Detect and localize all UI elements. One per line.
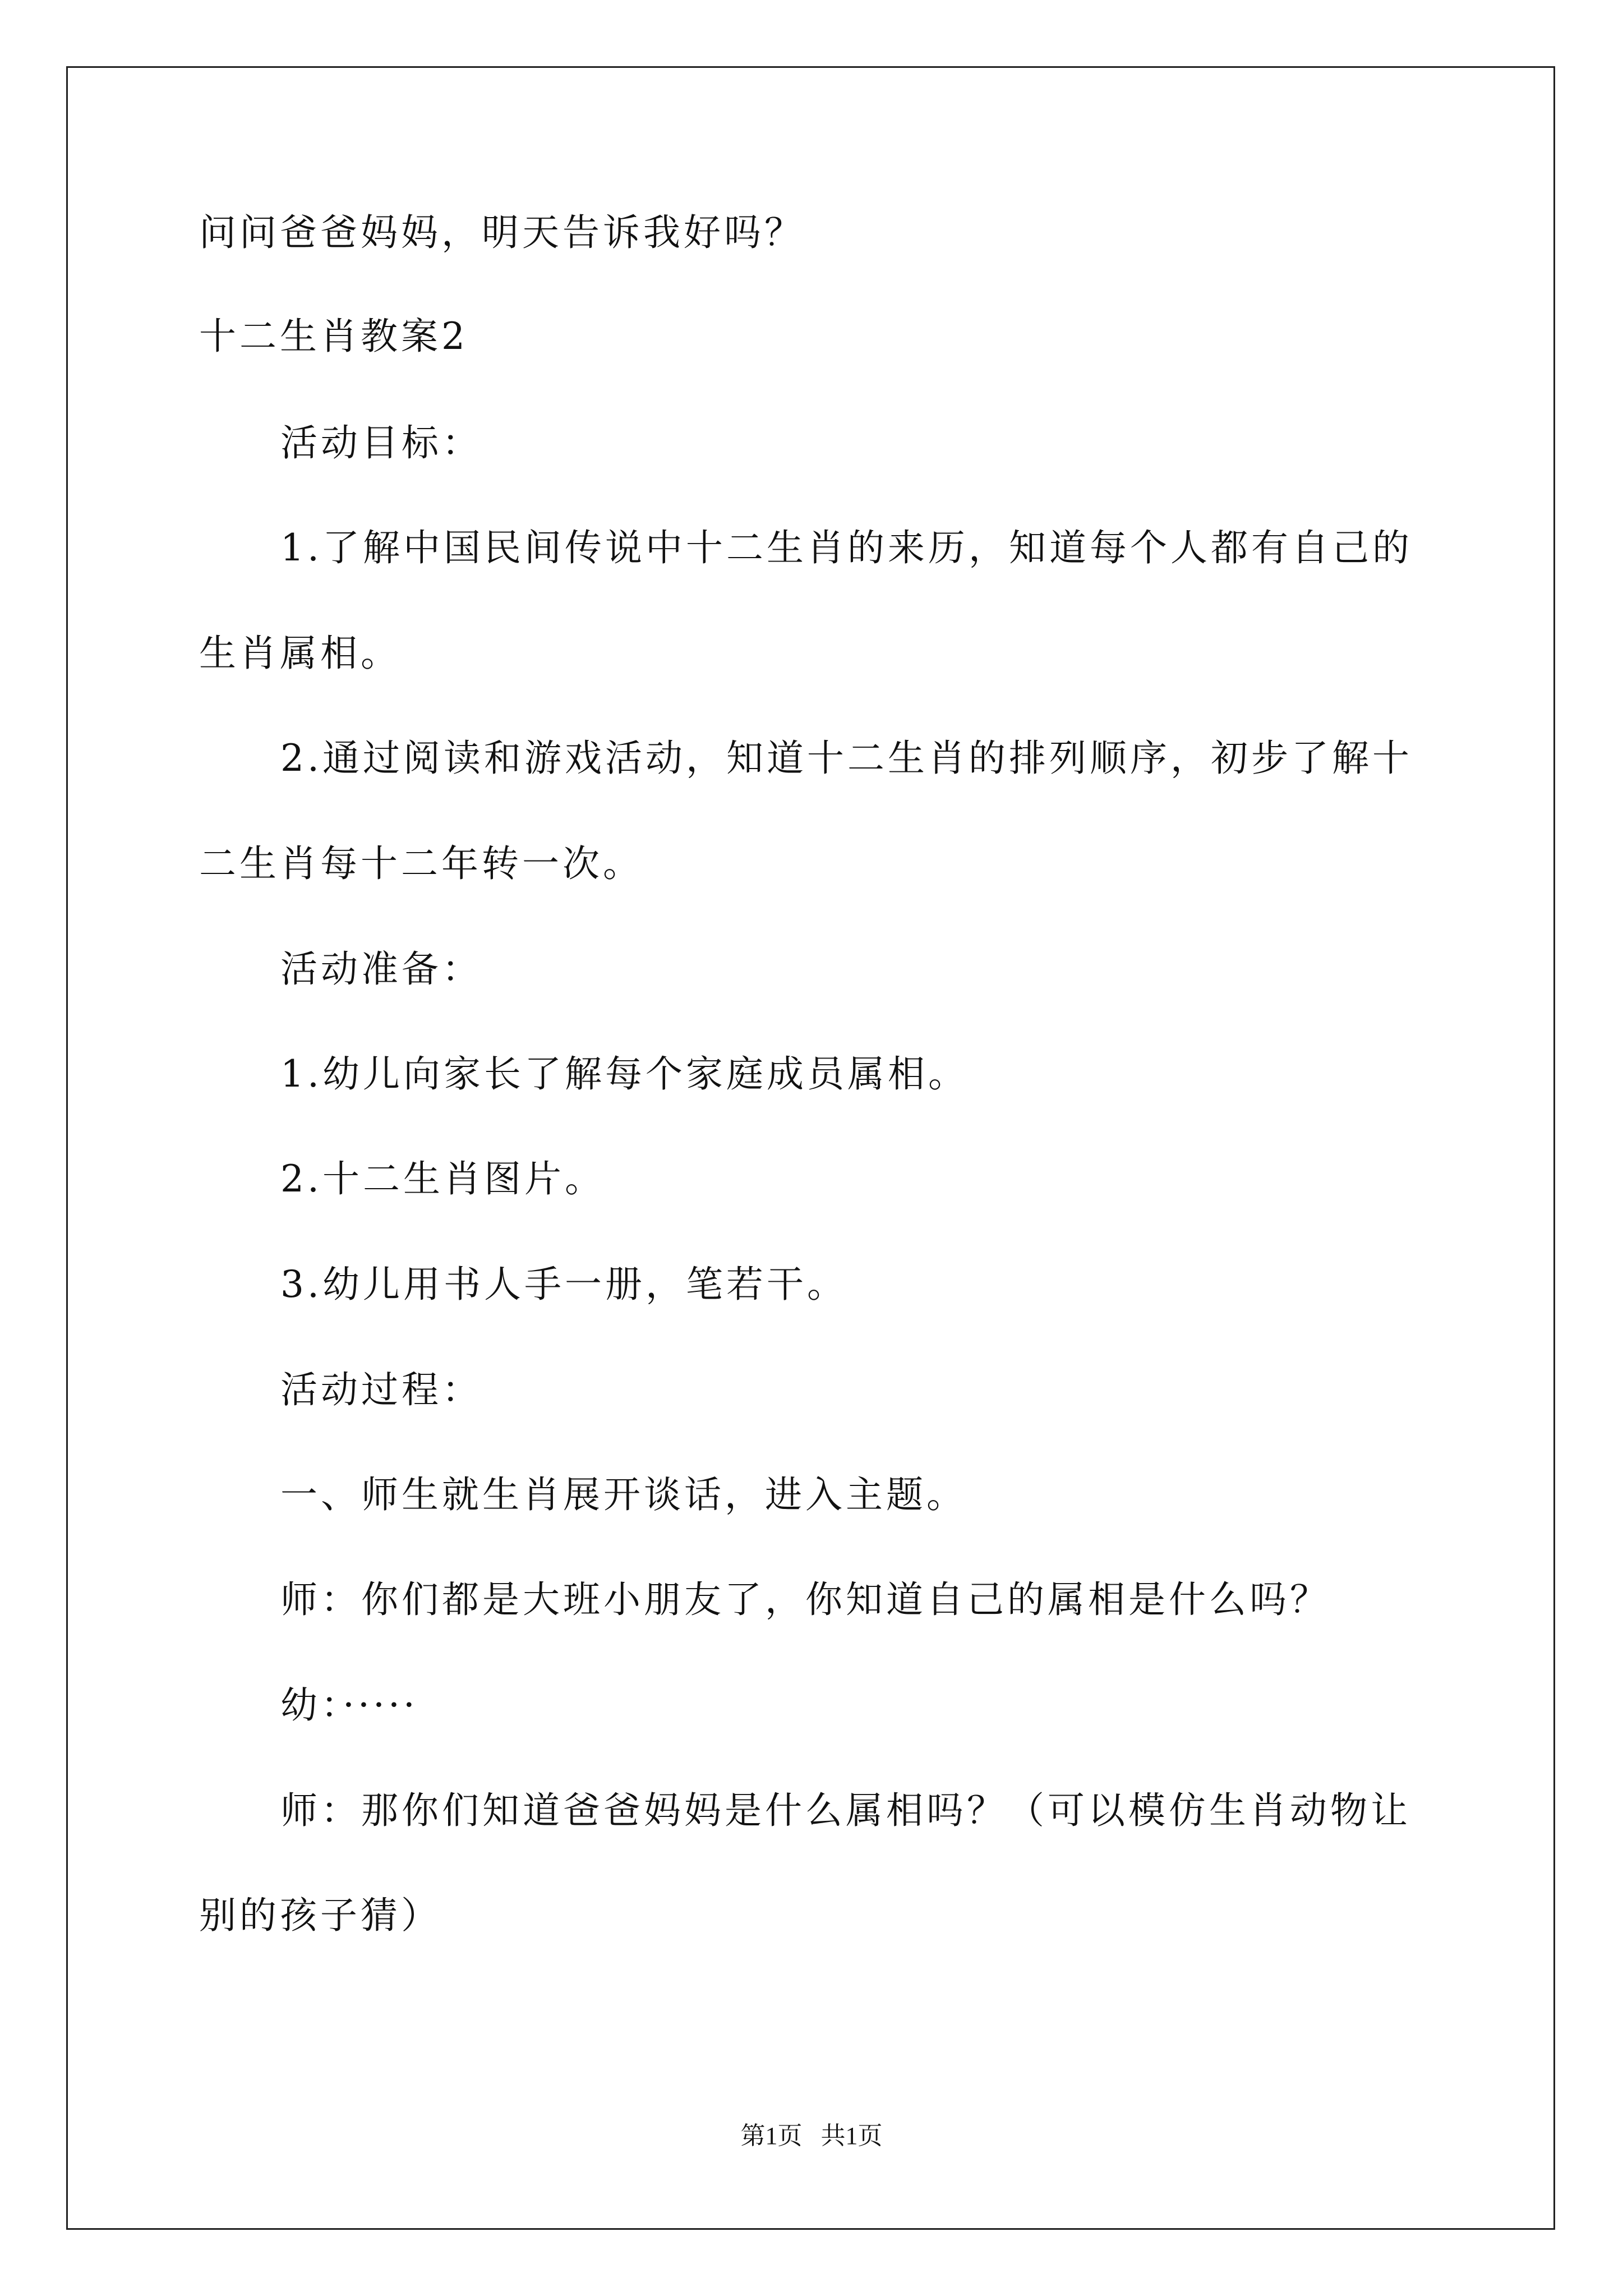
heading-activity-process: 活动过程： (280, 1368, 482, 1411)
paragraph-line: 别的孩子猜） (199, 1894, 441, 1937)
paragraph-line: 幼：····· (280, 1683, 418, 1727)
paragraph-line: 师：你们都是大班小朋友了，你知道自己的属相是什么吗？ (280, 1578, 1330, 1621)
paragraph-line: 二生肖每十二年转一次。 (199, 842, 643, 885)
heading-activity-goals: 活动目标： (280, 421, 482, 464)
paragraph-line: 一、师生就生肖展开谈话，进入主题。 (280, 1473, 967, 1516)
paragraph-line: 问问爸爸妈妈，明天告诉我好吗？ (199, 211, 805, 254)
paragraph-line: 生肖属相。 (199, 632, 401, 675)
heading-activity-prep: 活动准备： (280, 947, 482, 991)
paragraph-line: 2.通过阅读和游戏活动，知道十二生肖的排列顺序，初步了解十 (280, 737, 1413, 780)
paragraph-line: 2.十二生肖图片。 (280, 1157, 605, 1200)
paragraph-line: 1.幼儿向家长了解每个家庭成员属相。 (280, 1052, 969, 1096)
paragraph-line: 师：那你们知道爸爸妈妈是什么属相吗？（可以模仿生肖动物让 (280, 1789, 1411, 1832)
paragraph-line: 3.幼儿用书人手一册，笔若干。 (280, 1263, 847, 1306)
section-title: 十二生肖教案2 (199, 315, 468, 358)
paragraph-line: 1.了解中国民间传说中十二生肖的来历，知道每个人都有自己的 (280, 526, 1413, 569)
page-footer: 第1页 共1页 (740, 2122, 883, 2150)
